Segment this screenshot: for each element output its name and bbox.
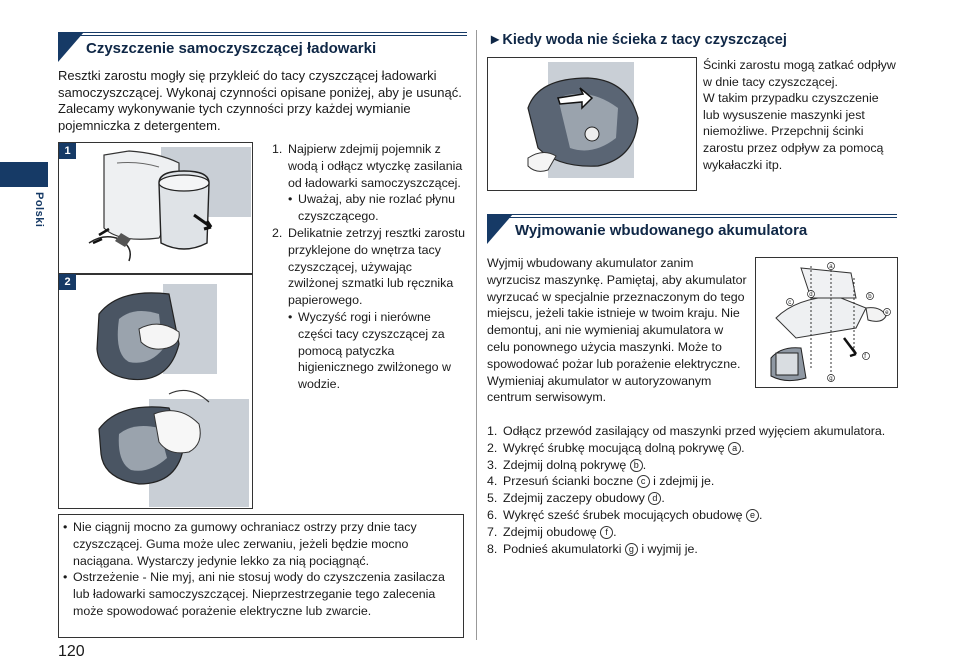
diagram-mark-b: b xyxy=(868,294,872,300)
page-number: 120 xyxy=(58,643,85,660)
battery-section-header xyxy=(487,214,897,246)
step-bullet: • Wyczyść rogi i nierówne części tacy czyszczącej za pomocą patyczka higienicznego zwilżonego w wodzie. xyxy=(288,309,451,392)
cleaning-step-2 xyxy=(272,225,465,393)
battery-step-7: 7. Zdejmij obudowę f . xyxy=(487,524,617,539)
figure-drain-tray xyxy=(487,57,697,191)
charger-unplug-illustration xyxy=(59,143,252,274)
diagram-mark-a: a xyxy=(829,264,833,270)
figure-wipe-tray xyxy=(58,273,253,509)
cleaning-notes-box xyxy=(58,514,464,638)
cleaning-intro: Resztki zarostu mogły się przykleić do tacy czyszczącej ładowarki samoczyszczącej. Wykonaj czynności opisane poniżej, aby je usunąć. Zalecamy wykonywanie tych czynności przy każdej wymianie pojemniczka z detergentem. xyxy=(58,68,462,133)
mark-b-icon: b xyxy=(630,459,643,472)
water-drain-text: Ścinki zarostu mogą zatkać odpływ w dnie tacy czyszczącej. W takim przypadku czyszczenie lub wysuszenie maszynki jest niemożliwe. Przepchnij ścinki zarostu przez odpływ za pomocą wykałaczki itp. xyxy=(703,58,896,172)
diagram-mark-c: c xyxy=(788,300,792,306)
figure-remove-container xyxy=(58,142,253,275)
battery-step-3: 3. Zdejmij dolną pokrywę b . xyxy=(487,457,647,472)
tray-cleaning-illustration xyxy=(59,274,252,508)
note-warning-water: • Ostrzeżenie - Nie myj, ani nie stosuj wody do czyszczenia zasilacza lub ładowarki samoczyszczącej. Nieprzestrzeganie tego zalecenia może spowodować porażenie elektryczne lub zwarcie. xyxy=(63,570,445,618)
cleaning-step-1 xyxy=(272,141,465,225)
figure-badge-1: 1 xyxy=(59,143,76,159)
column-divider xyxy=(476,30,477,640)
drain-illustration xyxy=(488,58,696,190)
figure-badge-2: 2 xyxy=(59,274,76,290)
mark-c-icon: c xyxy=(637,475,650,488)
mark-a-icon: a xyxy=(728,442,741,455)
mark-g-icon: g xyxy=(625,543,638,556)
diagram-mark-f: f xyxy=(864,354,866,360)
battery-step-8: 8. Podnieś akumulatorki g i wyjmij je. xyxy=(487,541,698,556)
battery-step-6: 6. Wykręć sześć śrubek mocujących obudowę e . xyxy=(487,507,763,522)
language-tab-label: Polski xyxy=(33,192,45,228)
step-text: Delikatnie zetrzyj resztki zarostu przyklejone do wnętrza tacy czyszczącej, używając zwilżonej szmatki lub ręcznika papierowego. xyxy=(288,225,465,308)
diagram-mark-g: g xyxy=(829,376,833,382)
battery-step-4: 4. Przesuń ścianki boczne c i zdejmij je. xyxy=(487,474,715,489)
diagram-mark-e: e xyxy=(885,310,889,316)
language-tab-marker xyxy=(0,162,48,187)
battery-steps xyxy=(487,423,887,557)
step-text: Najpierw zdejmij pojemnik z wodą i odłącz wtyczkę zasilania od ładowarki samoczyszczącej. xyxy=(288,142,463,190)
battery-diagram xyxy=(756,258,897,387)
figure-battery-disassembly xyxy=(755,257,898,388)
step-number: 1. xyxy=(272,142,283,156)
cleaning-steps xyxy=(272,141,465,393)
battery-section-title: Wyjmowanie wbudowanego akumulatora xyxy=(515,222,808,239)
battery-intro: Wyjmij wbudowany akumulator zanim wyrzucisz maszynkę. Pamiętaj, aby akumulator wyrzucać w specjalnie przeznaczonym do tego miejscu, jeżeli takie istnieje w twoim kraju. Nie demontuj, ani nie wymieniaj akumulatora w celu ponownego użycia maszynki. Może to spowodować pożar lub porażenie elektryczne. Wymieniaj akumulator w autoryzowanym centrum serwisowym. xyxy=(487,256,747,405)
battery-step-5: 5. Zdejmij zaczepy obudowy d . xyxy=(487,491,665,506)
battery-step-1: 1. Odłącz przewód zasilający od maszynki przed wyjęciem akumulatora. xyxy=(487,424,886,438)
step-number: 2. xyxy=(272,225,283,240)
note-rubber-guard: • Nie ciągnij mocno za gumowy ochraniacz ostrzy przy dnie tacy czyszczącej. Guma może ulec zerwaniu, jeżeli będzie mocno naciągana. Wystarczy jedynie lekko za nią pociągnąć. xyxy=(63,520,417,568)
cleaning-section-header xyxy=(58,32,467,64)
water-drain-heading: ►Kiedy woda nie ścieka z tacy czyszczącej xyxy=(488,32,787,48)
mark-d-icon: d xyxy=(648,492,661,505)
step-bullet: • Uważaj, aby nie rozlać płynu czyszczącego. xyxy=(288,192,456,224)
diagram-mark-d: d xyxy=(809,292,813,298)
mark-f-icon: f xyxy=(600,526,613,539)
battery-step-2: 2. Wykręć śrubkę mocującą dolną pokrywę a . xyxy=(487,440,745,455)
mark-e-icon: e xyxy=(746,509,759,522)
cleaning-section-title: Czyszczenie samoczyszczącej ładowarki xyxy=(86,40,377,57)
